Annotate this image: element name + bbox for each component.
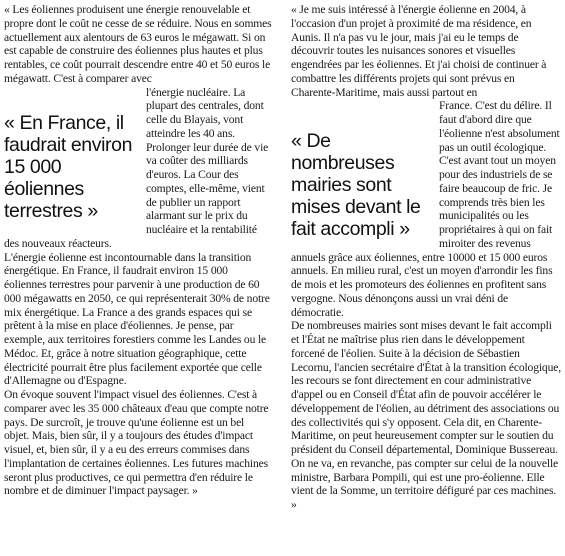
right-paragraph-2: De nombreuses mairies sont mises devant le fait accompli et l'État ne maîtrise plus rien dans le développement forcené de l'éolien. Suite à la décision de Sébastien Lecornu, l'ancien secrétaire d'État à la transition écologique, les recours se font directement en cour administrative d'appel ou en Conseil d'État afin de pouvoir accélérer le développement de l'éolien, au détriment des associations ou des collectivités qui s'y opposent. Cela dit, en Charente-Maritime, on peut heureusement compter sur le soutien du président du Conseil départemental, Dominique Bussereau. bbox=[291, 319, 561, 456]
right-column bbox=[291, 3, 561, 553]
right-paragraph-3: On ne va, en revanche, pas compter sur celui de la nouvelle ministre, Barbara Pompili, qui est une pro-éolienne. Elle vient de la Somme, un territoire défiguré par ces machines. » bbox=[291, 456, 559, 511]
right-lead-paragraph: « Je me suis intéressé à l'énergie éolienne en 2004, à l'occasion d'un projet à proximité de ma résidence, en Aunis. Il n'a pas vu le jour, mais j'ai eu le temps de découvrir toutes les nuisances sonores et visuelles engendrées par les éoliennes. Et j'ai choisi de continuer à combattre les différents projets qui sont prévus en Charente-Maritime, mais aussi partout en bbox=[291, 3, 547, 99]
left-body-paragraph: l'énergie nucléaire. La plupart des centrales, dont celle du Blayais, vont atteindre les 40 ans. Prolonger leur durée de vie va coûter des milliards d'euros. La Cour des comptes, elle-même, vient de publier un rapport alarmant sur le prix du nucléaire et la rentabilité des nouveaux réacteurs. bbox=[4, 85, 269, 250]
left-column bbox=[4, 3, 272, 553]
left-pull-quote: « En France, il faudrait environ 15 000 éoliennes terrestres » bbox=[4, 111, 133, 222]
right-pull-quote: « De nombreuses mairies sont mises devant le fait accompli » bbox=[291, 130, 421, 241]
right-body-paragraph: France. C'est du délire. Il faut d'abord dire que l'éolienne n'est absolument pas un outil écologique. C'est avant tout un moyen pour des industriels de se faire beaucoup de fric. Je comprends très bien les municipalités ou les propriétaires à qui on fait miroiter des revenus annuels grâce aux éoliennes, entre 10000 et 15 000 euros annuels. En milieu rural, c'est un moyen d'arrondir les fins de mois et les promoteurs des éoliennes en profitent sans vergogne. Nous dénonçons aussi un vrai déni de démocratie. bbox=[291, 99, 560, 319]
left-paragraph-2: L'énergie éolienne est incontournable dans la transition énergétique. En France, il faudrait environ 15 000 éoliennes terrestres pour parvenir à une production de 60 000 mégawatts en 2050, ce qui représenterait 30% de notre mix énergétique. La France a des grands espaces qui se prêtent à la mise en place d'éoliennes. Je pense, par exemple, aux territoires forestiers comme les Landes ou le Médoc. Et, grâce à notre situation géographique, cette électricité pourrait être plus facilement exportée que celle d'Allemagne ou d'Espagne. bbox=[4, 250, 270, 388]
left-lead-paragraph: « Les éoliennes produisent une énergie renouvelable et propre dont le coût ne cesse de se réduire. Nous en sommes actuellement aux alentours de 63 euros le mégawatt. Si on est capable de construire des éoliennes plus hautes et plus rentables, ce coût pourrait descendre entre 40 et 50 euros le mégawatt. C'est à comparer avec bbox=[4, 3, 272, 85]
left-paragraph-3: On évoque souvent l'impact visuel des éoliennes. C'est à comparer avec les 35 000 châteaux d'eau que compte notre pays. De surcroît, je trouve qu'une éolienne est un bel objet. Mais, bien sûr, il y a toujours des études d'impact visuel, et, bien sûr, il y a eu des erreurs commises dans l'implantation de certaines éoliennes. Les futures machines seront plus productives, ce qui permettra d'en réduire le nombre et de diminuer l'impact paysager. » bbox=[4, 388, 269, 498]
